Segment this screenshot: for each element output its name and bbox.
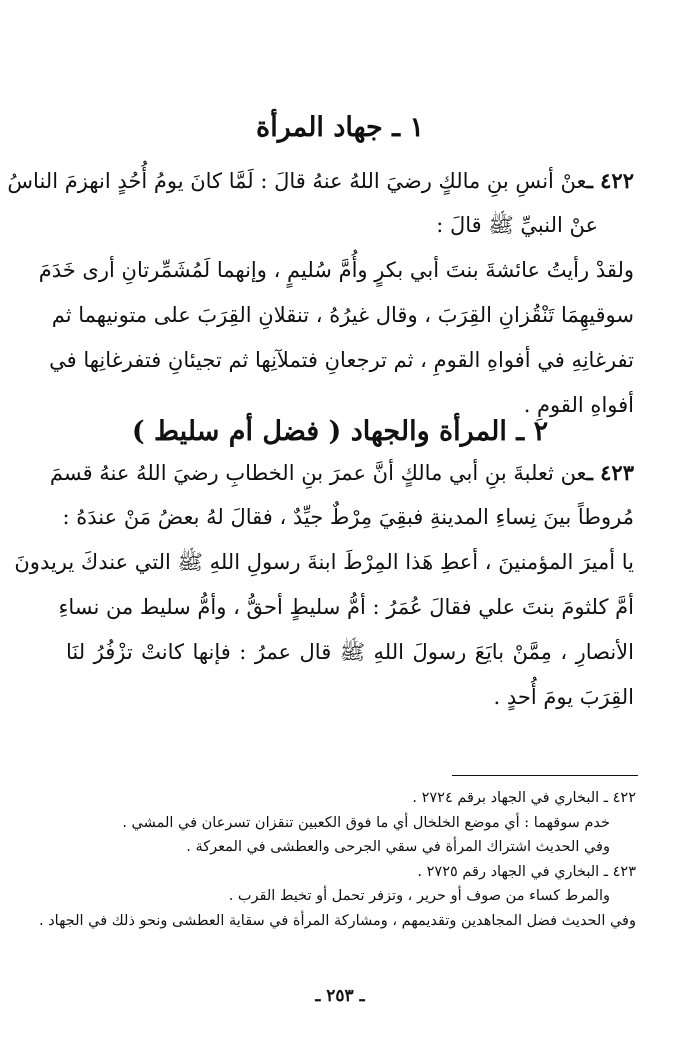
section-heading-women-jihad: ١ ـ جهاد المرأة [256, 112, 424, 143]
hadith-423-text-1: عن ثعلبةَ بنِ أبي مالكٍ أنَّ عمرَ بنِ الخطابِ رضيَ اللهُ عنهُ قسمَ [49, 461, 587, 485]
footnote-422-gloss: خدم سوقهما : أي موضع الخلخال أي ما فوق الكعبين تنقزان تسرعان في المشي . [122, 814, 610, 831]
hadith-423-line-2: مُروطاً بينَ نِساءِ المدينةِ فبقِيَ مِرْطٌ جيِّدٌ ، فقالَ لهُ بعضُ مَنْ عندَهُ : [62, 505, 634, 529]
footnote-423-benefit: وفي الحديث فضل المجاهدين وتقديمهم ، ومشاركة المرأة في سقاية العطشى ونحو ذلك في الجهاد . [38, 912, 636, 929]
hadith-422-line-1 [7, 158, 634, 203]
footnote-423-gloss: والمرط كساء من صوف أو حرير ، وتزفر تحمل أو تخيط القرب . [228, 888, 610, 904]
hadith-422-line-6: أفواهِ القومِ . [523, 393, 634, 417]
footnote-422-benefit: وفي الحديث اشتراك المرأة في سقي الجرحى والعطشى في المعركة . [186, 839, 610, 855]
footnote-divider [452, 775, 638, 776]
hadith-422-line-3: ولقدْ رأيتُ عائشةَ بنتَ أبي بكرٍ وأُمَّ سُليمٍ ، وإنهما لَمُشَمِّرتانِ أرى خَدَمَ [38, 258, 634, 282]
hadith-number-422: ٤٢٢ ـ [586, 168, 634, 193]
hadith-number-423: ٤٢٣ ـ [586, 460, 634, 485]
hadith-422-line-5: تفرغانِهِ في أفواهِ القومِ ، ثم ترجعانِ فتملآنِها ثم تجيئانِ فتفرغانِها في [49, 348, 634, 372]
page-number: ـ ٢٥٣ ـ [315, 986, 365, 1006]
footnotes [38, 786, 636, 933]
hadith-423-line-4: أمَّ كلثومَ بنتَ علي فقالَ عُمَرُ : أمُّ سليطٍ أحقُّ ، وأمُّ سليط من نساءِ [58, 595, 634, 619]
hadith-423-line-6: القِرَبَ يومَ أُحدٍ . [493, 685, 634, 709]
hadith-423-line-5: الأنصارِ ، مِمَّنْ بايَعَ رسولَ اللهِ ﷺ قال عمرُ : فإنها كانتْ تزْفُرُ لنَا [66, 640, 634, 664]
hadith-422-line-4: سوقيهِمَا تَنْقُزانِ القِرَبَ ، وقال غيرُهُ ، تنقلانِ القِرَبَ على متونيهما ثم [51, 303, 634, 327]
section-heading-umm-salit: ٢ ـ المرأة والجهاد ( فضل أم سليط ) [131, 416, 549, 447]
hadith-423 [14, 450, 634, 720]
hadith-422-line-2: عنْ النبيِّ ﷺ قالَ : [436, 213, 598, 237]
hadith-422 [7, 158, 634, 428]
footnote-422-source: ٤٢٢ ـ البخاري في الجهاد برقم ٢٧٢٤ . [412, 790, 636, 806]
hadith-423-line-3: يا أميرَ المؤمنينَ ، أعطِ هَذا المِرْطَ ابنةَ رسولِ اللهِ ﷺ التي عندكَ يريدونَ [14, 550, 634, 574]
hadith-422-text-1: عنْ أنسِ بنِ مالكٍ رضيَ اللهُ عنهُ قالَ : لَمَّا كانَ يومُ أُحُدٍ انهزمَ الناسُ [7, 169, 587, 193]
hadith-423-line-1 [49, 450, 634, 495]
footnote-423-source: ٤٢٣ ـ البخاري في الجهاد رقم ٢٧٢٥ . [417, 863, 636, 880]
